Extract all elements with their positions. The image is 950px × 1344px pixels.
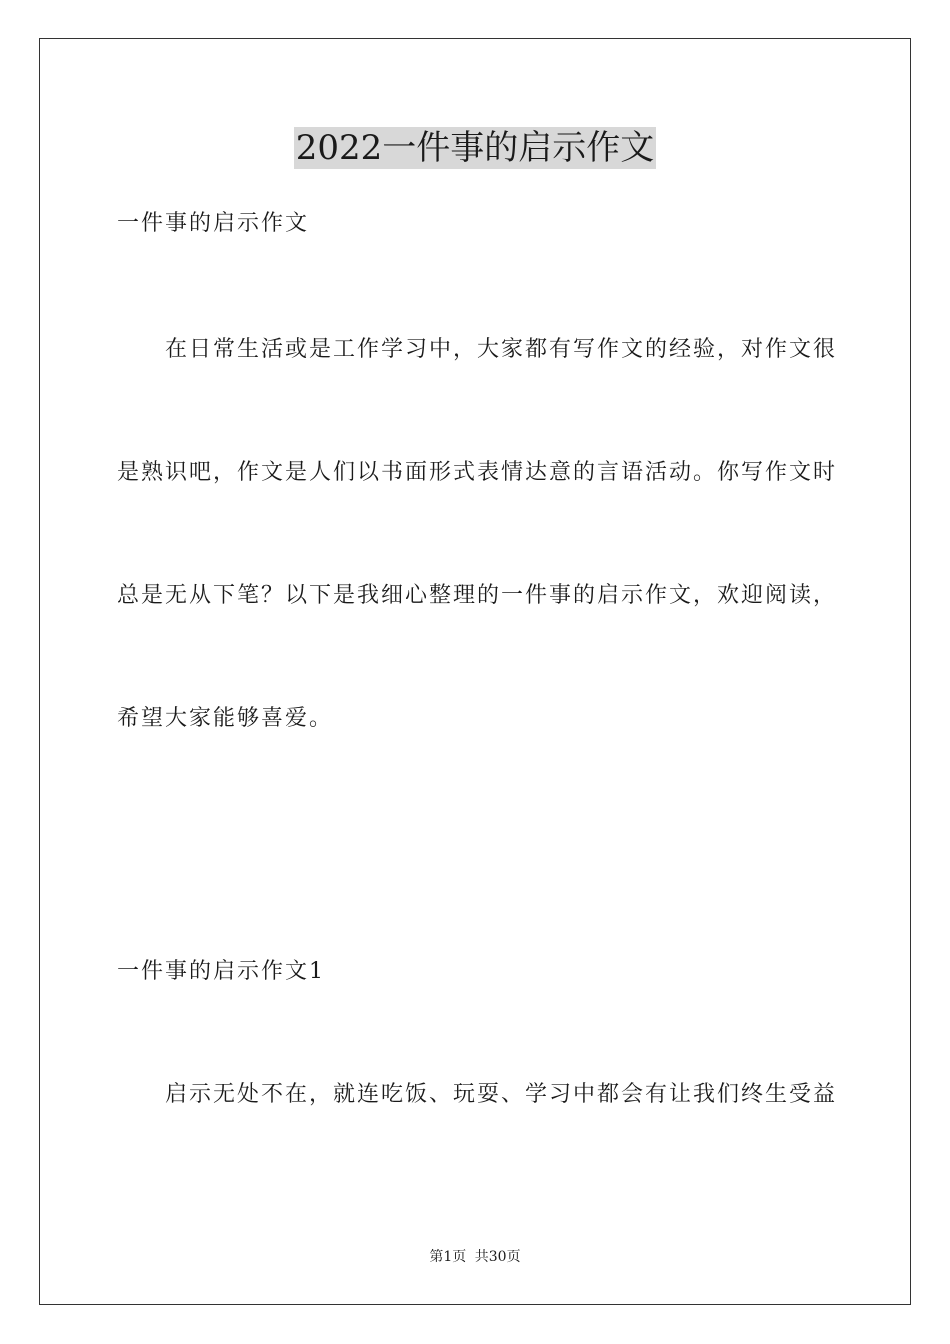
intro-line-2: 是熟识吧，作文是人们以书面形式表情达意的言语活动。你写作文时 [117, 460, 838, 485]
section-heading: 一件事的启示作文1 [117, 959, 325, 984]
intro-line-4: 希望大家能够喜爱。 [117, 706, 334, 731]
page-total: 共30页 [474, 1249, 521, 1265]
document-title: 2022一件事的启示作文 [295, 128, 655, 168]
section-line-1: 启示无处不在，就连吃饭、玩耍、学习中都会有让我们终生受益 [165, 1082, 838, 1107]
title-container [0, 127, 950, 169]
document-subtitle: 一件事的启示作文 [117, 211, 310, 236]
intro-line-1: 在日常生活或是工作学习中，大家都有写作文的经验，对作文很 [165, 337, 838, 362]
intro-line-3: 总是无从下笔？以下是我细心整理的一件事的启示作文，欢迎阅读， [117, 583, 838, 608]
page-footer [0, 1247, 950, 1267]
page-number: 第1页 [429, 1249, 467, 1265]
